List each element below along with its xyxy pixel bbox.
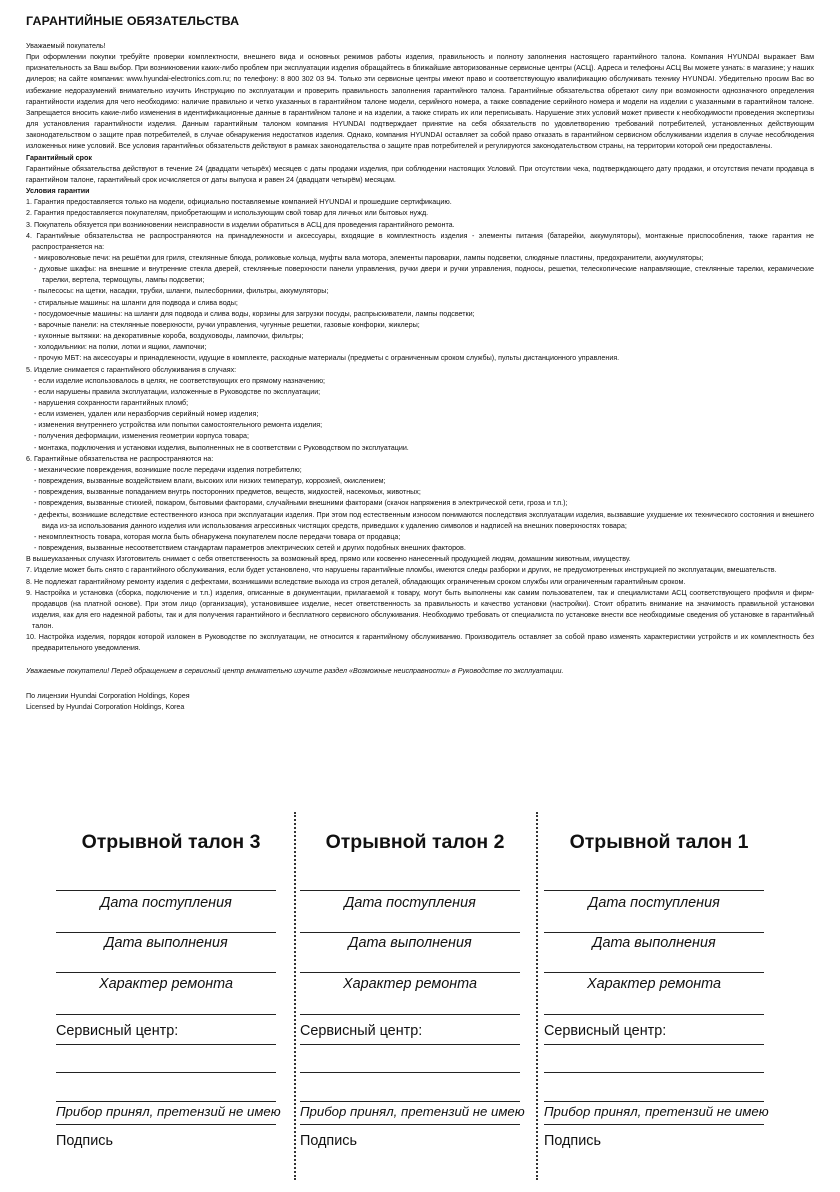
condition-subitem: - варочные панели: на стеклянные поверхности, ручки управления, чугунные решетки, газовые конфорки, жиклеры;	[34, 320, 420, 329]
condition-item: 3. Покупатель обязуется при возникновении неисправности в изделии обратиться в АСЦ для проведения гарантийного ремонта.	[26, 220, 455, 229]
condition-subitem: - нарушения сохранности гарантийных пломб;	[34, 399, 189, 407]
form-line	[544, 1101, 764, 1102]
coupon-3	[56, 812, 286, 1182]
document-title: ГАРАНТИЙНЫЕ ОБЯЗАТЕЛЬСТВА	[26, 14, 240, 28]
repair-nature-label: Характер ремонта	[98, 976, 234, 992]
form-line	[300, 932, 520, 933]
coupon-title: Отрывной талон 3	[81, 831, 261, 853]
signature-label: Подпись	[544, 1133, 601, 1149]
form-line	[300, 890, 520, 891]
greeting: Уважаемый покупатель!	[26, 42, 106, 50]
warranty-document	[26, 14, 814, 713]
intro-paragraph: При оформлении покупки требуйте проверки комплектности, внешнего вида и основных режимов работы изделия, правильность и полноту заполнения настоящего гарантийного талона. Компания HYUNDAI выражает Вам признательность за Ваш выбор. При возникновении каких-либо проблем при эксплуатации изделия обращайтесь в ближайшие авторизованные сервисные центры (АСЦ). Адреса и телефоны АСЦ Вы можете узнать: в магазине; у наших дилеров; на сайте компании: www.hyundai-electronics.com.ru; по телефону: 8 800 302 03 94. Только эти сервисные центры имеют право и соответствующую квалификацию обслуживать технику HYUNDAI. Убедительно просим Вас во избежание недоразумений внимательно изучить Инструкцию по эксплуатации и проверить правильность заполнения гарантийного талона. Гарантийные обязательства обретают силу при возможности однозначного определения гарантийности изделия для чего необходимо: наличие правильно и четко указанных в гарантийном талоне модели, серийного номера, а также совпадение серийного номера и модели на изделии с указанными в гарантийном талоне. Запрещается вносить какие-либо изменения в идентификационные данные в гарантийном талоне и на изделии, а также стирать их или переписывать. Нарушение этих условий может привести к необходимости проведения экспертизы для установления гарантийности изделия. Данным гарантийным талоном компания HYUNDAI подтверждает принятие на себя обязательств по удовлетворению требований потребителей, установленных действующим законодательством о защите прав потребителей, в случае обнаружения недостатков изделия. Однако, компания HYUNDAI оставляет за собой право отказать в гарантийном сервисном обслуживании изделия в случае несоблюдения изложенных ниже условий. Все условия гарантийных обязательств действуют в рамках законодательства о защите прав потребителей и регулируются законодательством страны, на территории которой они предоставлены.	[26, 53, 814, 151]
coupon-1	[544, 812, 774, 1182]
form-line	[56, 1014, 276, 1015]
condition-subitem: - если изменен, удален или неразборчив серийный номер изделия;	[34, 410, 259, 419]
condition-subitem: - получения деформации, изменения геометрии корпуса товара;	[34, 432, 250, 441]
condition-subitem: - стиральные машины: на шланги для подвода и слива воды;	[34, 298, 238, 307]
condition-item: 2. Гарантия предоставляется покупателям, приобретающим и использующим свой товар для личных или бытовых нужд.	[26, 209, 429, 218]
condition-subitem: - повреждения, вызванные стихией, пожаром, бытовыми факторами, случайными внешними факторами (скачок напряжения в электрической сети, гроза и т.п.);	[34, 499, 568, 508]
received-date-label: Дата поступления	[100, 895, 232, 911]
form-line	[544, 1014, 764, 1015]
condition-subitem: - повреждения, вызванные несоответствием стандартам параметров электрических сетей и других подобных внешних факторов.	[34, 544, 466, 553]
completed-date-label: Дата выполнения	[348, 935, 472, 951]
condition-subitem: - повреждения, вызванные попаданием внутрь посторонних предметов, веществ, жидкостей, насекомых, животных;	[34, 488, 421, 497]
condition-subitem: - некомплектность товара, которая могла быть обнаружена покупателем после передачи товара от продавца;	[34, 532, 401, 541]
signature-label: Подпись	[56, 1133, 113, 1149]
condition-item: 5. Изделие снимается с гарантийного обслуживания в случаях:	[26, 365, 237, 374]
condition-subitem: - духовые шкафы: на внешние и внутренние стекла дверей, стеклянные поверхности панели управления, ручки двери и ручки управления, подносы, решетки, телескопические направляющие, стеклянные тарелки, керамические тарелки, вертела, термощупы, лампы подсветки;	[34, 265, 814, 285]
condition-subitem: - пылесосы: на щетки, насадки, трубки, шланги, пылесборники, фильтры, аккумуляторы;	[34, 287, 329, 296]
form-line	[56, 972, 276, 973]
coupon-title: Отрывной талон 2	[325, 831, 505, 853]
service-center-label: Сервисный центр:	[544, 1023, 667, 1039]
condition-subitem: - микроволновые печи: на решётки для гриля, стеклянные блюда, роликовые кольца, муфты вала мотора, элементы пароварки, лампы подсветки, слюдяные пластины, предохранители, аккумуляторы;	[34, 253, 704, 262]
condition-subitem: - если нарушены правила эксплуатации, изложенные в Руководстве по эксплуатации;	[34, 387, 321, 396]
condition-subitem: - посудомоечные машины: на шланги для подвода и слива воды, корзины для загрузки посуды, распрыскиватели, лампы подсветки;	[34, 309, 475, 318]
condition-item: 6. Гарантийные обязательства не распространяются на:	[26, 454, 214, 463]
acceptance-label: Прибор принял, претензий не имею	[544, 1104, 769, 1119]
form-line	[544, 932, 764, 933]
form-line	[544, 1072, 764, 1073]
form-line	[544, 972, 764, 973]
form-line	[56, 1124, 276, 1125]
repair-nature-label: Характер ремонта	[586, 976, 722, 992]
acceptance-label: Прибор принял, претензий не имею	[56, 1104, 281, 1119]
completed-date-label: Дата выполнения	[104, 935, 228, 951]
form-line	[56, 932, 276, 933]
form-line	[544, 1124, 764, 1125]
condition-item: 7. Изделие может быть снято с гарантийного обслуживания, если будет установлено, что нарушены гарантийные пломбы, имеются следы разборки и других, не предусмотренных инструкцией по эксплуатации, вмешательств.	[26, 566, 777, 575]
acceptance-label: Прибор принял, претензий не имею	[300, 1104, 525, 1119]
service-center-label: Сервисный центр:	[300, 1023, 423, 1039]
form-line	[300, 1072, 520, 1073]
form-line	[56, 1101, 276, 1102]
form-line	[300, 1044, 520, 1045]
service-center-label: Сервисный центр:	[56, 1023, 179, 1039]
form-line	[56, 1072, 276, 1073]
repair-nature-label: Характер ремонта	[342, 976, 478, 992]
coupon-2	[300, 812, 530, 1182]
coupon-title: Отрывной талон 1	[569, 831, 749, 853]
condition-item: 10. Настройка изделия, порядок которой изложен в Руководстве по эксплуатации, не относится к гарантийному обслуживанию. Производитель оставляет за собой право изменять характеристики устройств и их комплектность без предварительного уведомления.	[26, 633, 814, 653]
warranty-period-text: Гарантийные обязательства действуют в течение 24 (двадцати четырёх) месяцев с даты продажи изделия, при соблюдении настоящих Условий. При отсутствии чека, подтверждающего дату продажи, и отсутствия печати продавца в гарантийном талоне, гарантийный срок исчисляется от даты выпуска и равен 24 (двадцати четырём) месяцам.	[26, 164, 814, 184]
form-line	[300, 1124, 520, 1125]
license-ru: По лицензии Hyundai Corporation Holdings, Корея	[26, 691, 190, 700]
condition-item: 8. Не подлежат гарантийному ремонту изделия с дефектами, возникшими вследствие выхода из строя деталей, обладающих ограниченным сроком службы или ограниченным гарантийным сроком.	[26, 577, 686, 586]
liability-text: В вышеуказанных случаях Изготовитель снимает с себя ответственность за возможный вред, прямо или косвенно нанесенный продукцией людям, домашним животным, имуществу.	[26, 555, 631, 564]
form-line	[300, 1014, 520, 1015]
condition-item: 4. Гарантийные обязательства не распространяются на принадлежности и аксессуары, входящие в комплектность изделия - элементы питания (батарейки, аккумуляторы), монтажные приспособления, также гарантия не распространяется на:	[26, 231, 814, 251]
received-date-label: Дата поступления	[588, 895, 720, 911]
completed-date-label: Дата выполнения	[592, 935, 716, 951]
condition-subitem: - прочую МБТ: на аксессуары и принадлежности, идущие в комплекте, расходные материалы (предметы с ограниченным сроком службы), пульты дистанционного управления.	[34, 354, 620, 363]
license-en: Licensed by Hyundai Corporation Holdings, Korea	[26, 702, 185, 711]
condition-subitem: - повреждения, вызванные воздействием влаги, высоких или низких температур, коррозией, окислением;	[34, 477, 386, 486]
condition-item: 1. Гарантия предоставляется только на модели, официально поставляемые компанией HYUNDAI и прошедшие сертификацию.	[26, 198, 452, 207]
form-line	[544, 890, 764, 891]
form-line	[56, 890, 276, 891]
form-line	[56, 1044, 276, 1045]
condition-subitem: - дефекты, возникшие вследствие естественного износа при эксплуатации изделия. При этом под естественным износом понимаются последствия эксплуатации изделия, вызвавшие ухудшение их технического состояния и внешнего вида из-за использования данного изделия или использования агрессивных чистящих средств, приведших к удалению символов и надписей на внешних поверхностях товара;	[34, 510, 814, 530]
condition-subitem: - если изделие использовалось в целях, не соответствующих его прямому назначению;	[34, 376, 326, 385]
form-line	[544, 1044, 764, 1045]
received-date-label: Дата поступления	[344, 895, 476, 911]
conditions-heading: Условия гарантии	[26, 187, 90, 196]
tear-off-coupons	[52, 812, 788, 1182]
signature-label: Подпись	[300, 1133, 357, 1149]
condition-item: 9. Настройка и установка (сборка, подключение и т.п.) изделия, описанные в документации, прилагаемой к товару, могут быть выполнены как самим пользователем, так и специалистами АСЦ соответствующего профиля и фирм-продавцов (на платной основе). При этом лицо (организация), установившее изделие, несет ответственность за правильность и качество установки (настройки). Стоит обратить внимание на значимость правильной установки изделия, как для его надежной работы, так и для получения гарантийного и бесплатного сервисного обслуживания. Необходимо требовать от специалиста по установке внести все необходимые сведения об установке в гарантийный талон.	[26, 588, 814, 631]
condition-subitem: - холодильники: на полки, лотки и ящики, лампочки;	[34, 343, 207, 352]
warranty-period-heading: Гарантийный срок	[26, 153, 92, 162]
customer-notice: Уважаемые покупатели! Перед обращением в сервисный центр внимательно изучите раздел «Возможные неисправности» в Руководстве по эксплуатации.	[26, 666, 564, 675]
document-body	[26, 41, 814, 713]
form-line	[300, 1101, 520, 1102]
condition-subitem: - механические повреждения, возникшие после передачи изделия потребителю;	[34, 465, 302, 474]
condition-subitem: - монтажа, подключения и установки изделия, выполненных не в соответствии с Руководством по эксплуатации.	[34, 443, 409, 452]
form-line	[300, 972, 520, 973]
condition-subitem: - кухонные вытяжки: на декоративные короба, воздуховоды, лампочки, фильтры;	[34, 332, 304, 341]
condition-subitem: - изменения внутреннего устройства или попытки самостоятельного ремонта изделия;	[34, 421, 323, 430]
